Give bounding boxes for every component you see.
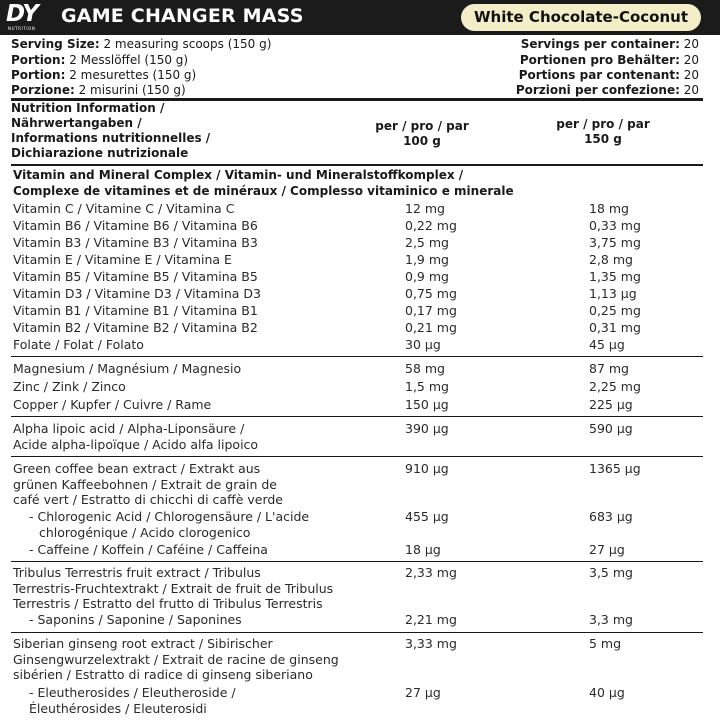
title-line: Nährwertangaben / <box>11 116 142 130</box>
serving-value: 2 misurini (150 g) <box>78 83 186 97</box>
nutrient-name <box>13 565 333 612</box>
value-150g: 0,25 mg <box>589 303 641 318</box>
servings-label: Porzioni per confezione: <box>515 83 680 97</box>
value-150g: 18 mg <box>589 201 629 216</box>
servings-label: Portions par contenant: <box>518 68 680 82</box>
divider <box>11 456 703 457</box>
section-title-vitamins <box>13 167 514 199</box>
name-line: Alpha lipoic acid / Alpha-Liponsäure / <box>13 421 245 436</box>
column-header-line: 100 g <box>403 134 441 148</box>
value-100g: 0,75 mg <box>405 286 457 301</box>
value-150g: 0,33 mg <box>589 218 641 233</box>
value-150g: 590 µg <box>589 421 633 436</box>
nutrient-name: Vitamin B5 / Vitamine B5 / Vitamina B5 <box>13 269 258 284</box>
serving-row <box>11 52 711 68</box>
value-100g: 12 mg <box>405 201 445 216</box>
value-150g: 683 µg <box>589 509 633 524</box>
serving-label: Serving Size: <box>11 37 100 51</box>
value-150g: 1,13 µg <box>589 286 637 301</box>
divider <box>11 164 703 166</box>
value-150g: 3,5 mg <box>589 565 633 580</box>
value-100g: 1,9 mg <box>405 252 449 267</box>
servings-label: Servings per container: <box>520 37 680 51</box>
nutrient-name: Vitamin B1 / Vitamine B1 / Vitamina B1 <box>13 303 258 318</box>
name-line: Acide alpha-lipoïque / Acido alfa lipoico <box>13 436 259 452</box>
value-150g: 87 mg <box>589 361 629 376</box>
serving-label: Porzione: <box>11 83 75 97</box>
value-150g: 45 µg <box>589 337 625 352</box>
value-150g: 1365 µg <box>589 461 641 476</box>
value-100g: 0,17 mg <box>405 303 457 318</box>
product-header <box>0 0 720 35</box>
name-line: Terrestris / Estratto del frutto di Tribulus Terrestris <box>13 596 323 611</box>
servings-value: 20 <box>683 53 699 67</box>
nutrient-name: Copper / Kupfer / Cuivre / Rame <box>13 397 212 412</box>
value-100g: 2,5 mg <box>405 235 449 250</box>
column-header-150g <box>553 117 653 147</box>
value-150g: 1,35 mg <box>589 269 641 284</box>
value-100g: 0,9 mg <box>405 269 449 284</box>
nutrient-name <box>13 685 236 716</box>
name-line: - Chlorogenic Acid / Chlorogensäure / L'acide <box>29 509 310 524</box>
servings-value: 20 <box>683 83 699 97</box>
name-line: - Eleutherosides / Eleutheroside / <box>29 685 236 700</box>
value-100g: 390 µg <box>405 421 449 436</box>
title-line: Informations nutritionnelles / <box>11 131 211 145</box>
value-150g: 2,25 mg <box>589 379 641 394</box>
name-line: Siberian ginseng root extract / Sibirischer <box>13 636 273 651</box>
name-line: sibérien / Estratto di radice di ginseng siberiano <box>13 667 313 682</box>
value-150g: 225 µg <box>589 397 633 412</box>
nutrient-name <box>13 461 283 508</box>
divider <box>11 632 703 633</box>
value-100g: 3,33 mg <box>405 636 457 651</box>
name-line: Terrestris-Fruchtextrakt / Extrait de fruit de Tribulus <box>13 580 334 596</box>
nutrient-name: - Caffeine / Koffein / Caféine / Caffeina <box>29 542 268 557</box>
column-header-line: per / pro / par <box>375 119 469 133</box>
nutrient-name: - Saponins / Saponine / Saponines <box>29 612 242 627</box>
serving-label: Portion: <box>11 68 66 82</box>
divider <box>11 356 703 357</box>
serving-row <box>11 82 711 98</box>
nutrient-name: Zinc / Zink / Zinco <box>13 379 126 394</box>
value-100g: 910 µg <box>405 461 449 476</box>
name-line: grünen Kaffeebohnen / Extrait de grain de <box>13 476 278 492</box>
title-line: Dichiarazione nutrizionale <box>11 146 189 160</box>
nutrient-name <box>13 636 339 683</box>
value-100g: 30 µg <box>405 337 441 352</box>
value-100g: 455 µg <box>405 509 449 524</box>
servings-value: 20 <box>683 68 699 82</box>
brand-logo <box>6 3 50 33</box>
serving-label: Portion: <box>11 53 66 67</box>
divider <box>11 561 703 562</box>
servings-label: Portionen pro Behälter: <box>519 53 680 67</box>
serving-value: 2 mesurettes (150 g) <box>69 68 197 82</box>
servings-value: 20 <box>683 37 699 51</box>
value-100g: 58 mg <box>405 361 445 376</box>
name-line: Ginsengwurzelextrakt / Extrait de racine de ginseng <box>13 651 339 667</box>
nutrient-name: Vitamin B2 / Vitamine B2 / Vitamina B2 <box>13 320 258 335</box>
value-150g: 2,8 mg <box>589 252 633 267</box>
serving-value: 2 measuring scoops (150 g) <box>103 37 272 51</box>
value-150g: 3,3 mg <box>589 612 633 627</box>
value-150g: 40 µg <box>589 685 625 700</box>
name-line: Green coffee bean extract / Extrakt aus <box>13 461 261 476</box>
column-header-line: 150 g <box>584 132 622 146</box>
name-line: Éleuthérosides / Eleuterosidi <box>29 700 207 716</box>
value-100g: 2,21 mg <box>405 612 457 627</box>
nutrition-title <box>11 101 341 161</box>
value-100g: 1,5 mg <box>405 379 449 394</box>
value-100g: 0,21 mg <box>405 320 457 335</box>
name-line: Tribulus Terrestris fruit extract / Tribulus <box>13 565 261 580</box>
nutrient-name <box>13 421 258 452</box>
name-line: chlorogénique / Acido clorogenico <box>39 524 251 540</box>
nutrient-name: Folate / Folat / Folato <box>13 337 144 352</box>
column-header-line: per / pro / par <box>556 117 650 131</box>
title-line: Nutrition Information / <box>11 101 165 115</box>
product-name: GAME CHANGER MASS <box>61 5 304 27</box>
value-100g: 0,22 mg <box>405 218 457 233</box>
name-line: café vert / Estratto di chicchi di caffè verde <box>13 492 284 507</box>
nutrient-name: Vitamin C / Vitamine C / Vitamina C <box>13 201 235 216</box>
nutrient-name: Vitamin E / Vitamine E / Vitamina E <box>13 252 232 267</box>
divider <box>11 416 703 417</box>
serving-row <box>11 67 711 83</box>
value-100g: 18 µg <box>405 542 441 557</box>
section-title-line: Vitamin and Mineral Complex / Vitamin- und Mineralstoffkomplex / <box>13 168 464 182</box>
nutrient-name: Magnesium / Magnésium / Magnesio <box>13 361 242 376</box>
section-title-line: Complexe de vitamines et de minéraux / Complesso vitaminico e minerale <box>13 184 514 198</box>
value-150g: 3,75 mg <box>589 235 641 250</box>
value-150g: 0,31 mg <box>589 320 641 335</box>
value-150g: 27 µg <box>589 542 625 557</box>
value-100g: 150 µg <box>405 397 449 412</box>
nutrient-name: Vitamin B6 / Vitamine B6 / Vitamina B6 <box>13 218 258 233</box>
value-100g: 27 µg <box>405 685 441 700</box>
logo-subtext: NUTRITION <box>8 26 36 31</box>
column-header-100g <box>372 119 472 149</box>
serving-row <box>11 36 711 52</box>
flavor-badge: White Chocolate-Coconut <box>461 4 701 31</box>
nutrient-name <box>13 509 309 540</box>
nutrient-name: Vitamin D3 / Vitamine D3 / Vitamina D3 <box>13 286 261 301</box>
value-100g: 2,33 mg <box>405 565 457 580</box>
logo-text: DY <box>6 1 38 27</box>
value-150g: 5 mg <box>589 636 622 651</box>
nutrient-name: Vitamin B3 / Vitamine B3 / Vitamina B3 <box>13 235 258 250</box>
serving-value: 2 Messlöffel (150 g) <box>69 53 189 67</box>
